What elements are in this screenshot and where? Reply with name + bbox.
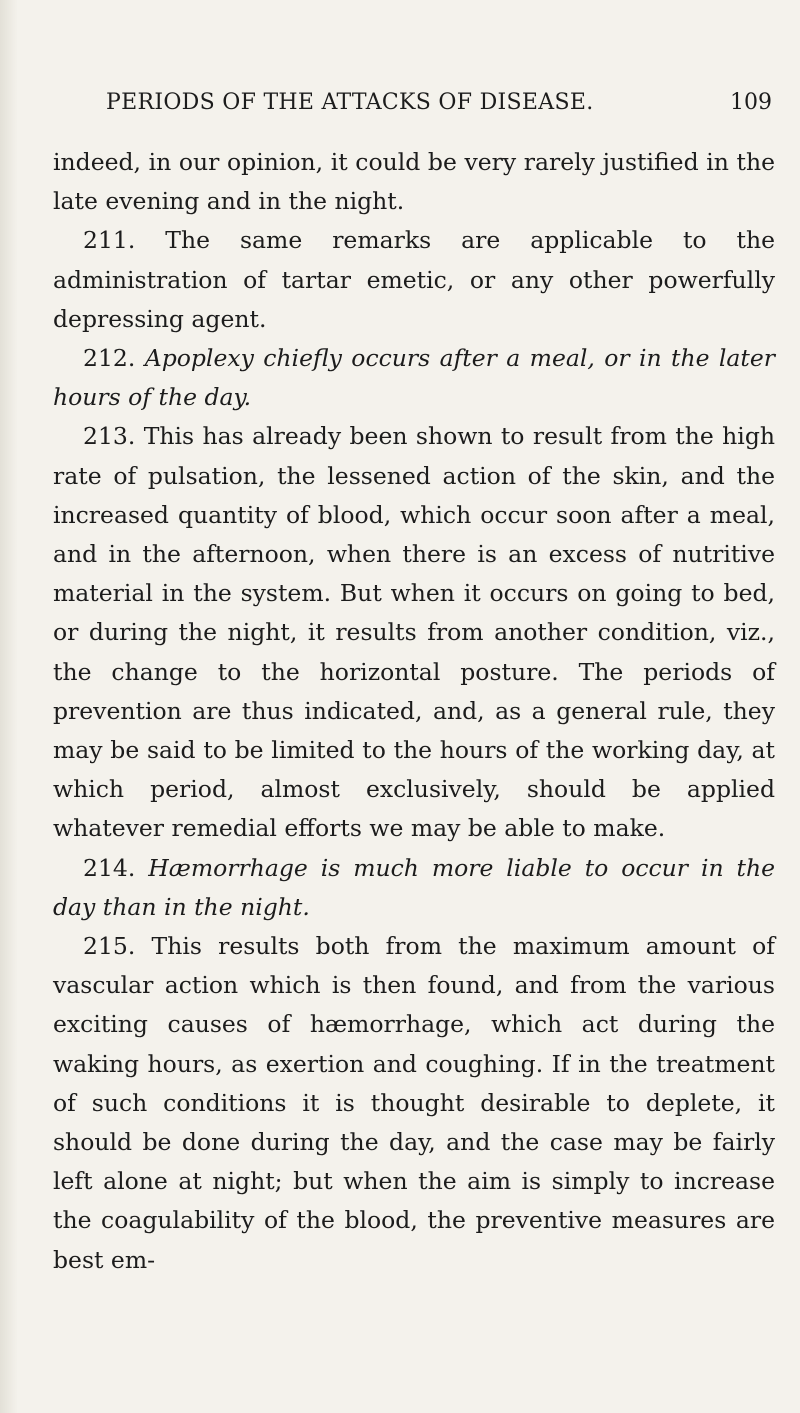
paragraph-211 bbox=[53, 221, 775, 339]
paragraph-text: This has already been shown to result from the high rate of pulsation, the lessened action of the skin, and the increased quantity of blood, which occur soon after a meal, and in the afternoon, when there is an excess of nutritive material in the system. But when it occurs on going to bed, or during the night, it results from another condition, viz., the change to the horizontal posture. The periods of prevention are thus indicated, and, as a general rule, they may be said to be limited to the hours of the working day, at which period, almost exclusively, should be applied whatever remedial efforts we may be able to make. bbox=[53, 422, 775, 843]
paragraph-number: 214. bbox=[83, 853, 136, 882]
page-header bbox=[106, 90, 772, 124]
paragraph-number: 215. bbox=[83, 932, 136, 961]
paragraph-heading: Hæmorrhage is much more liable to occur in the day than in the night. bbox=[53, 853, 775, 921]
page-number: 109 bbox=[730, 90, 772, 115]
paragraph-215 bbox=[53, 927, 775, 1280]
paragraph-213 bbox=[53, 417, 775, 848]
paragraph-214 bbox=[53, 849, 775, 927]
paragraph-text: This results both from the maximum amount of vascular action which is then found, and from the various exciting causes of hæmorrhage, which act during the waking hours, as exertion and coughing. If in the treatment of such conditions it is thought desirable to deplete, it should be done during the day, and the case may be fairly left alone at night; but when the aim is simply to increase the coagulability of the blood, the preventive measures are best em- bbox=[53, 932, 775, 1274]
paragraph-number: 211. bbox=[83, 226, 136, 255]
paragraph-heading: Apoplexy chiefly occurs after a meal, or in the later hours of the day. bbox=[53, 344, 775, 412]
page-binding-shadow bbox=[0, 0, 18, 1413]
paragraph-number: 212. bbox=[83, 344, 136, 373]
paragraph-212 bbox=[53, 339, 775, 417]
body-text bbox=[53, 143, 775, 1280]
paragraph-number: 213. bbox=[83, 422, 136, 451]
paragraph-continuation bbox=[53, 143, 775, 221]
paragraph-text: The same remarks are applicable to the administration of tartar emetic, or any other powerfully depressing agent. bbox=[53, 226, 775, 333]
running-head: PERIODS OF THE ATTACKS OF DISEASE. bbox=[106, 90, 594, 115]
paragraph-text: indeed, in our opinion, it could be very rarely justified in the late evening and in the night. bbox=[53, 148, 775, 216]
